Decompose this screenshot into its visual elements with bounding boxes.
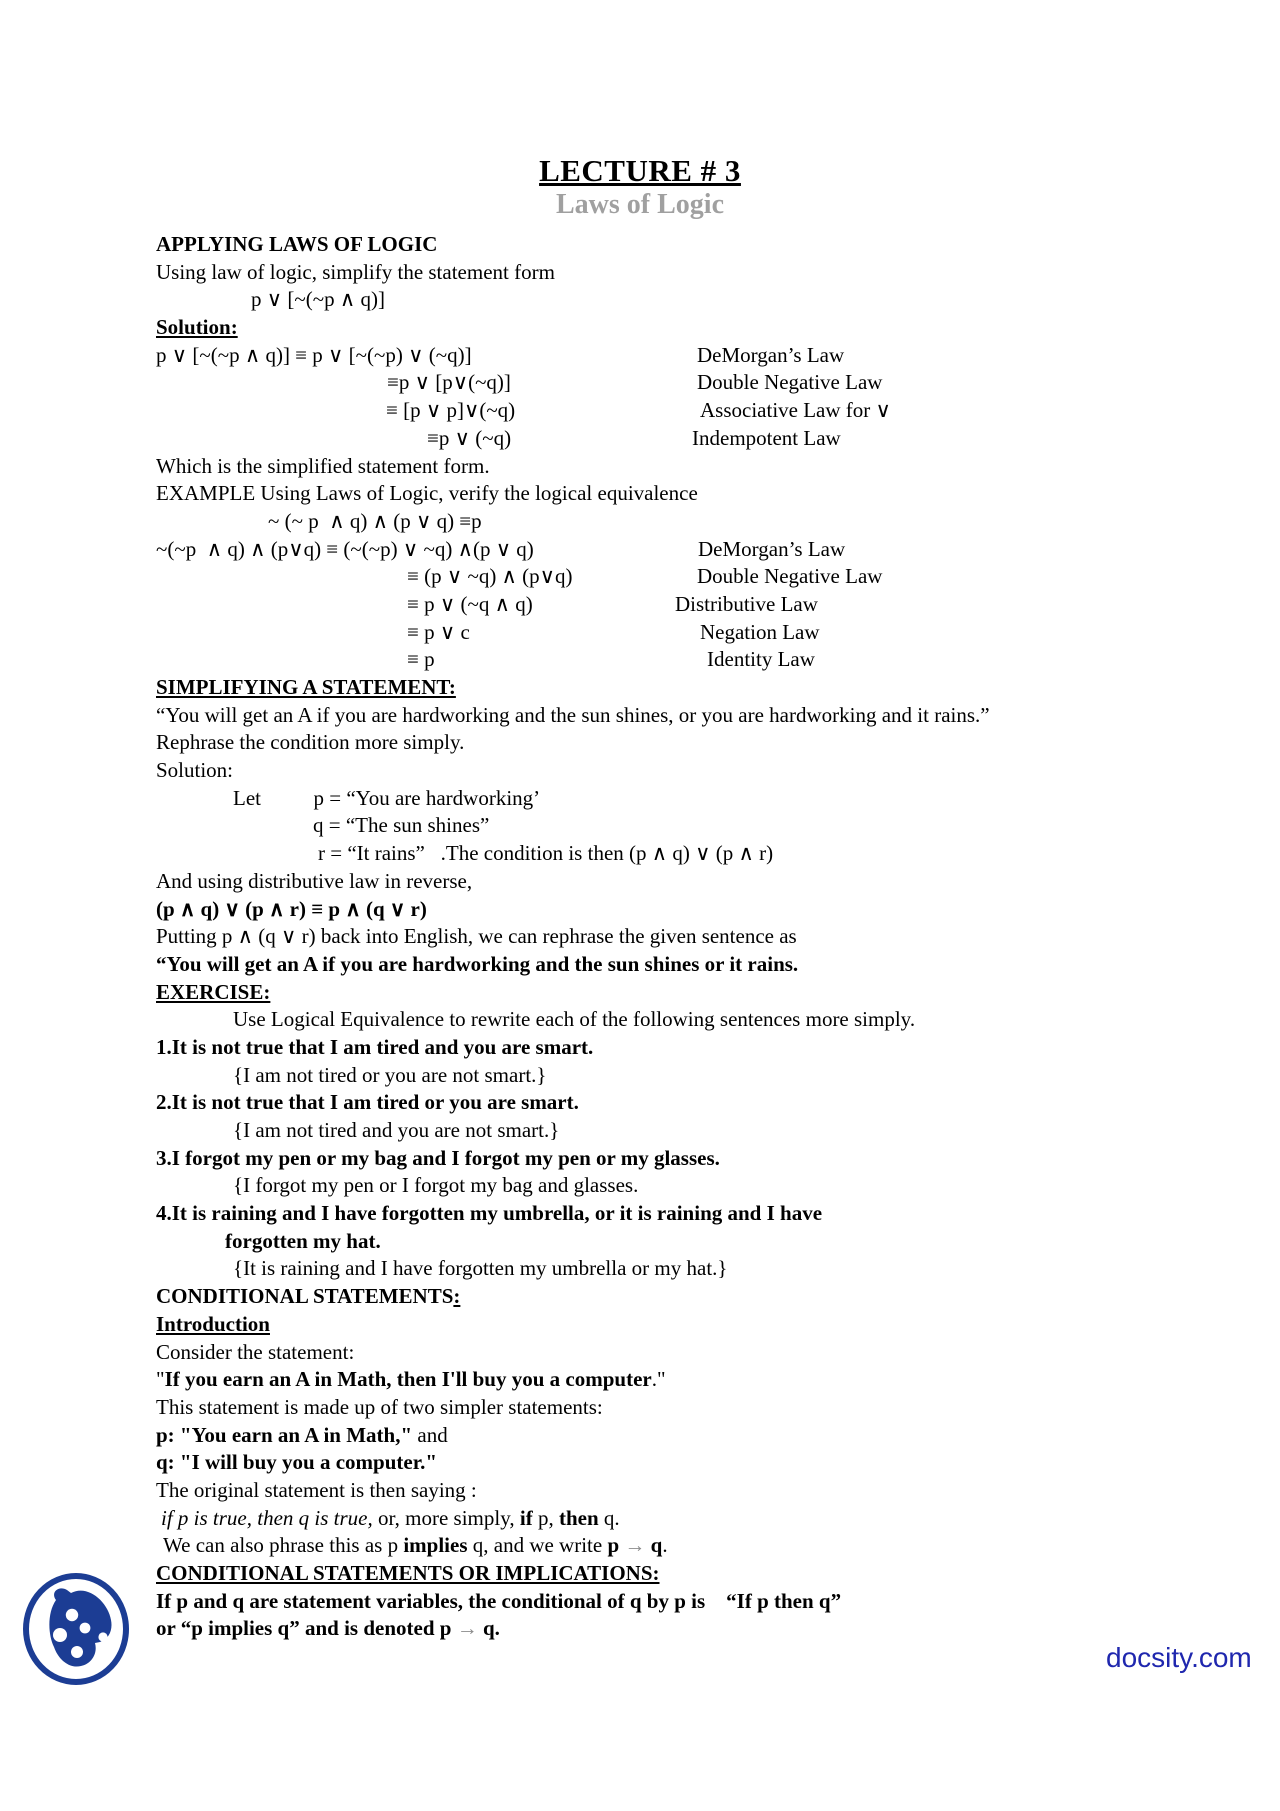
text-segment: {I am not tired or you are not smart.} (233, 1062, 547, 1087)
text-line (156, 453, 1246, 481)
text-segment: And using distributive law in reverse, (156, 868, 473, 893)
text-segment: 2.It is not true that I am tired or you are smart. (156, 1090, 579, 1115)
text-segment: SIMPLIFYING A STATEMENT: (156, 675, 456, 699)
text-line (156, 480, 1246, 508)
page-subtitle: Laws of Logic (556, 189, 724, 220)
text-segment: ≡p ∨ (~q) (427, 425, 512, 450)
text-line (156, 397, 1246, 425)
text-segment: then (558, 1505, 599, 1530)
text-line (156, 951, 1246, 979)
text-segment: If you earn an A in Math, then I'll buy you a computer (164, 1367, 652, 1392)
text-segment: Which is the simplified statement form. (156, 453, 490, 478)
text-segment: Let p = “You are hardworking’ (233, 785, 541, 810)
text-segment: or “p implies q” and is denoted p (156, 1616, 457, 1641)
text-line (156, 785, 1246, 813)
text-line (156, 1588, 1246, 1616)
text-segment: APPLYING LAWS OF LOGIC (156, 232, 438, 256)
text-segment: This statement is made up of two simpler statements: (156, 1394, 603, 1419)
text-line (156, 1505, 1246, 1533)
text-line (156, 1034, 1246, 1062)
text-segment: → (624, 1533, 646, 1558)
text-line (156, 979, 1246, 1007)
text-line (156, 729, 1246, 757)
text-segment: Using law of logic, simplify the statement form (156, 259, 555, 284)
text-line (156, 1560, 1246, 1588)
text-line (156, 369, 1246, 397)
text-segment: 4.It is raining and I have forgotten my umbrella, or it is raining and I have (156, 1201, 823, 1226)
text-line (156, 1311, 1246, 1339)
text-segment: p (607, 1533, 625, 1558)
text-line (156, 1615, 1246, 1643)
text-segment: ≡ p ∨ c (407, 619, 470, 644)
law-label: Associative Law for ∨ (700, 398, 891, 423)
text-line (156, 508, 1246, 536)
law-label: Indempotent Law (692, 425, 841, 450)
text-segment: Rephrase the condition more simply. (156, 730, 465, 755)
text-line (156, 1089, 1246, 1117)
text-line (156, 868, 1246, 896)
text-segment: q. (477, 1616, 500, 1641)
text-line (156, 619, 1246, 647)
text-segment: if p is true, then q is true, (161, 1505, 373, 1530)
text-segment: q, and we write (467, 1533, 608, 1558)
text-line (156, 812, 1246, 840)
text-line (156, 840, 1246, 868)
text-segment: {It is raining and I have forgotten my umbrella or my hat.} (233, 1256, 728, 1281)
text-line (156, 1339, 1246, 1367)
text-line (156, 1532, 1246, 1560)
text-segment: q = “The sun shines” (313, 813, 490, 838)
text-segment: : (453, 1284, 461, 1309)
text-line (156, 1228, 1246, 1256)
text-segment: {I am not tired and you are not smart.} (233, 1118, 560, 1142)
text-segment: Solution: (156, 315, 238, 340)
text-line (156, 1006, 1246, 1034)
text-segment: " (156, 1367, 165, 1392)
text-line (156, 1449, 1246, 1477)
text-line (156, 314, 1246, 342)
text-segment: 3.I forgot my pen or my bag and I forgot my pen or my glasses. (156, 1145, 720, 1170)
text-segment: forgotten my hat. (225, 1228, 381, 1253)
law-label: DeMorgan’s Law (698, 536, 846, 561)
text-segment: “You will get an A if you are hardworking and the sun shines, or you are hardworking and it rains.” (156, 702, 990, 727)
text-segment: ≡ [p ∨ p]∨(~q) (386, 398, 516, 423)
law-label: Distributive Law (675, 591, 818, 616)
text-line (156, 702, 1246, 730)
text-segment: ≡ p (407, 647, 435, 672)
law-label: Double Negative Law (697, 370, 883, 395)
text-segment: q. (598, 1505, 620, 1530)
text-line (156, 674, 1246, 702)
text-line (156, 1283, 1246, 1311)
text-segment: “You will get an A if you are hardworking and the sun shines or it rains. (156, 951, 799, 976)
text-line (156, 896, 1246, 924)
law-label: Identity Law (707, 647, 815, 672)
text-segment: Use Logical Equivalence to rewrite each of the following sentences more simply. (233, 1007, 916, 1032)
text-line (156, 591, 1246, 619)
text-segment: (p ∧ q) ∨ (p ∧ r) ≡ p ∧ (q ∨ r) (156, 896, 427, 921)
text-line (156, 1366, 1246, 1394)
text-line (156, 1394, 1246, 1422)
text-segment: CONDITIONAL STATEMENTS (156, 1284, 454, 1309)
text-segment: q (645, 1533, 663, 1558)
text-line (156, 286, 1246, 314)
text-segment: ." (651, 1367, 666, 1392)
text-segment: ≡ p ∨ (~q ∧ q) (407, 591, 533, 616)
text-line (156, 1255, 1246, 1283)
text-segment: p ∨ [~(~p ∧ q)] ≡ p ∨ [~(~p) ∨ (~q)] (156, 342, 472, 367)
text-line (156, 1477, 1246, 1505)
text-segment: ~(~p ∧ q) ∧ (p∨q) ≡ (~(~p) ∨ ~q) ∧(p ∨ q) (156, 536, 534, 561)
text-segment: {I forgot my pen or I forgot my bag and glasses. (233, 1173, 639, 1198)
text-line (156, 1117, 1246, 1145)
text-segment: ≡ (p ∨ ~q) ∧ (p∨q) (407, 564, 573, 589)
text-line (156, 536, 1246, 564)
text-line (156, 259, 1246, 287)
document-body (156, 231, 1246, 1643)
text-segment: r = “It rains” .The condition is then (p ∧ q) ∨ (p ∧ r) (318, 841, 774, 866)
text-line (156, 1422, 1246, 1450)
text-segment: → (456, 1616, 478, 1641)
text-line (156, 923, 1246, 951)
text-segment: Putting p ∧ (q ∨ r) back into English, we can rephrase the given sentence as (156, 924, 797, 949)
text-segment: q: "I will buy you a computer." (156, 1450, 437, 1475)
text-segment: Solution: (156, 758, 234, 783)
text-segment: if (519, 1505, 533, 1530)
text-line (156, 1062, 1246, 1090)
text-line (156, 425, 1246, 453)
text-segment: We can also phrase this as p (163, 1533, 404, 1558)
text-segment: If p and q are statement variables, the conditional of q by p is “If p then q” (156, 1588, 842, 1613)
text-segment: ~ (~ p ∧ q) ∧ (p ∨ q) ≡p (268, 508, 482, 533)
text-segment: p ∨ [~(~p ∧ q)] (251, 287, 385, 312)
page-title: LECTURE # 3 (539, 153, 741, 188)
watermark-link: docsity.com (1106, 1642, 1252, 1673)
text-segment: EXERCISE: (156, 979, 271, 1004)
text-segment: EXAMPLE Using Laws of Logic, verify the logical equivalence (156, 481, 698, 506)
law-label: DeMorgan’s Law (697, 342, 845, 367)
text-segment: p: "You earn an A in Math," (156, 1422, 413, 1447)
text-line (156, 757, 1246, 785)
law-label: Double Negative Law (697, 564, 883, 589)
text-segment: and (412, 1422, 448, 1447)
docsity-logo-icon (22, 1573, 130, 1685)
text-line (156, 646, 1246, 674)
text-line (156, 1200, 1246, 1228)
text-segment: The original statement is then saying : (156, 1477, 477, 1502)
text-segment: . (662, 1533, 668, 1558)
text-line (156, 342, 1246, 370)
text-line (156, 1145, 1246, 1173)
text-segment: p, (532, 1505, 559, 1530)
text-line (156, 1172, 1246, 1200)
text-segment: Introduction (156, 1311, 270, 1336)
text-segment: implies (403, 1533, 468, 1558)
text-segment: Consider the statement: (156, 1339, 355, 1364)
text-segment: ≡p ∨ [p∨(~q)] (387, 370, 511, 395)
text-segment: or, more simply, (372, 1505, 520, 1530)
text-line (156, 231, 1246, 259)
title-block (0, 154, 1280, 221)
text-line (156, 563, 1246, 591)
text-segment: 1.It is not true that I am tired and you are smart. (156, 1034, 594, 1059)
text-segment: CONDITIONAL STATEMENTS OR IMPLICATIONS: (156, 1561, 660, 1585)
law-label: Negation Law (700, 619, 820, 644)
